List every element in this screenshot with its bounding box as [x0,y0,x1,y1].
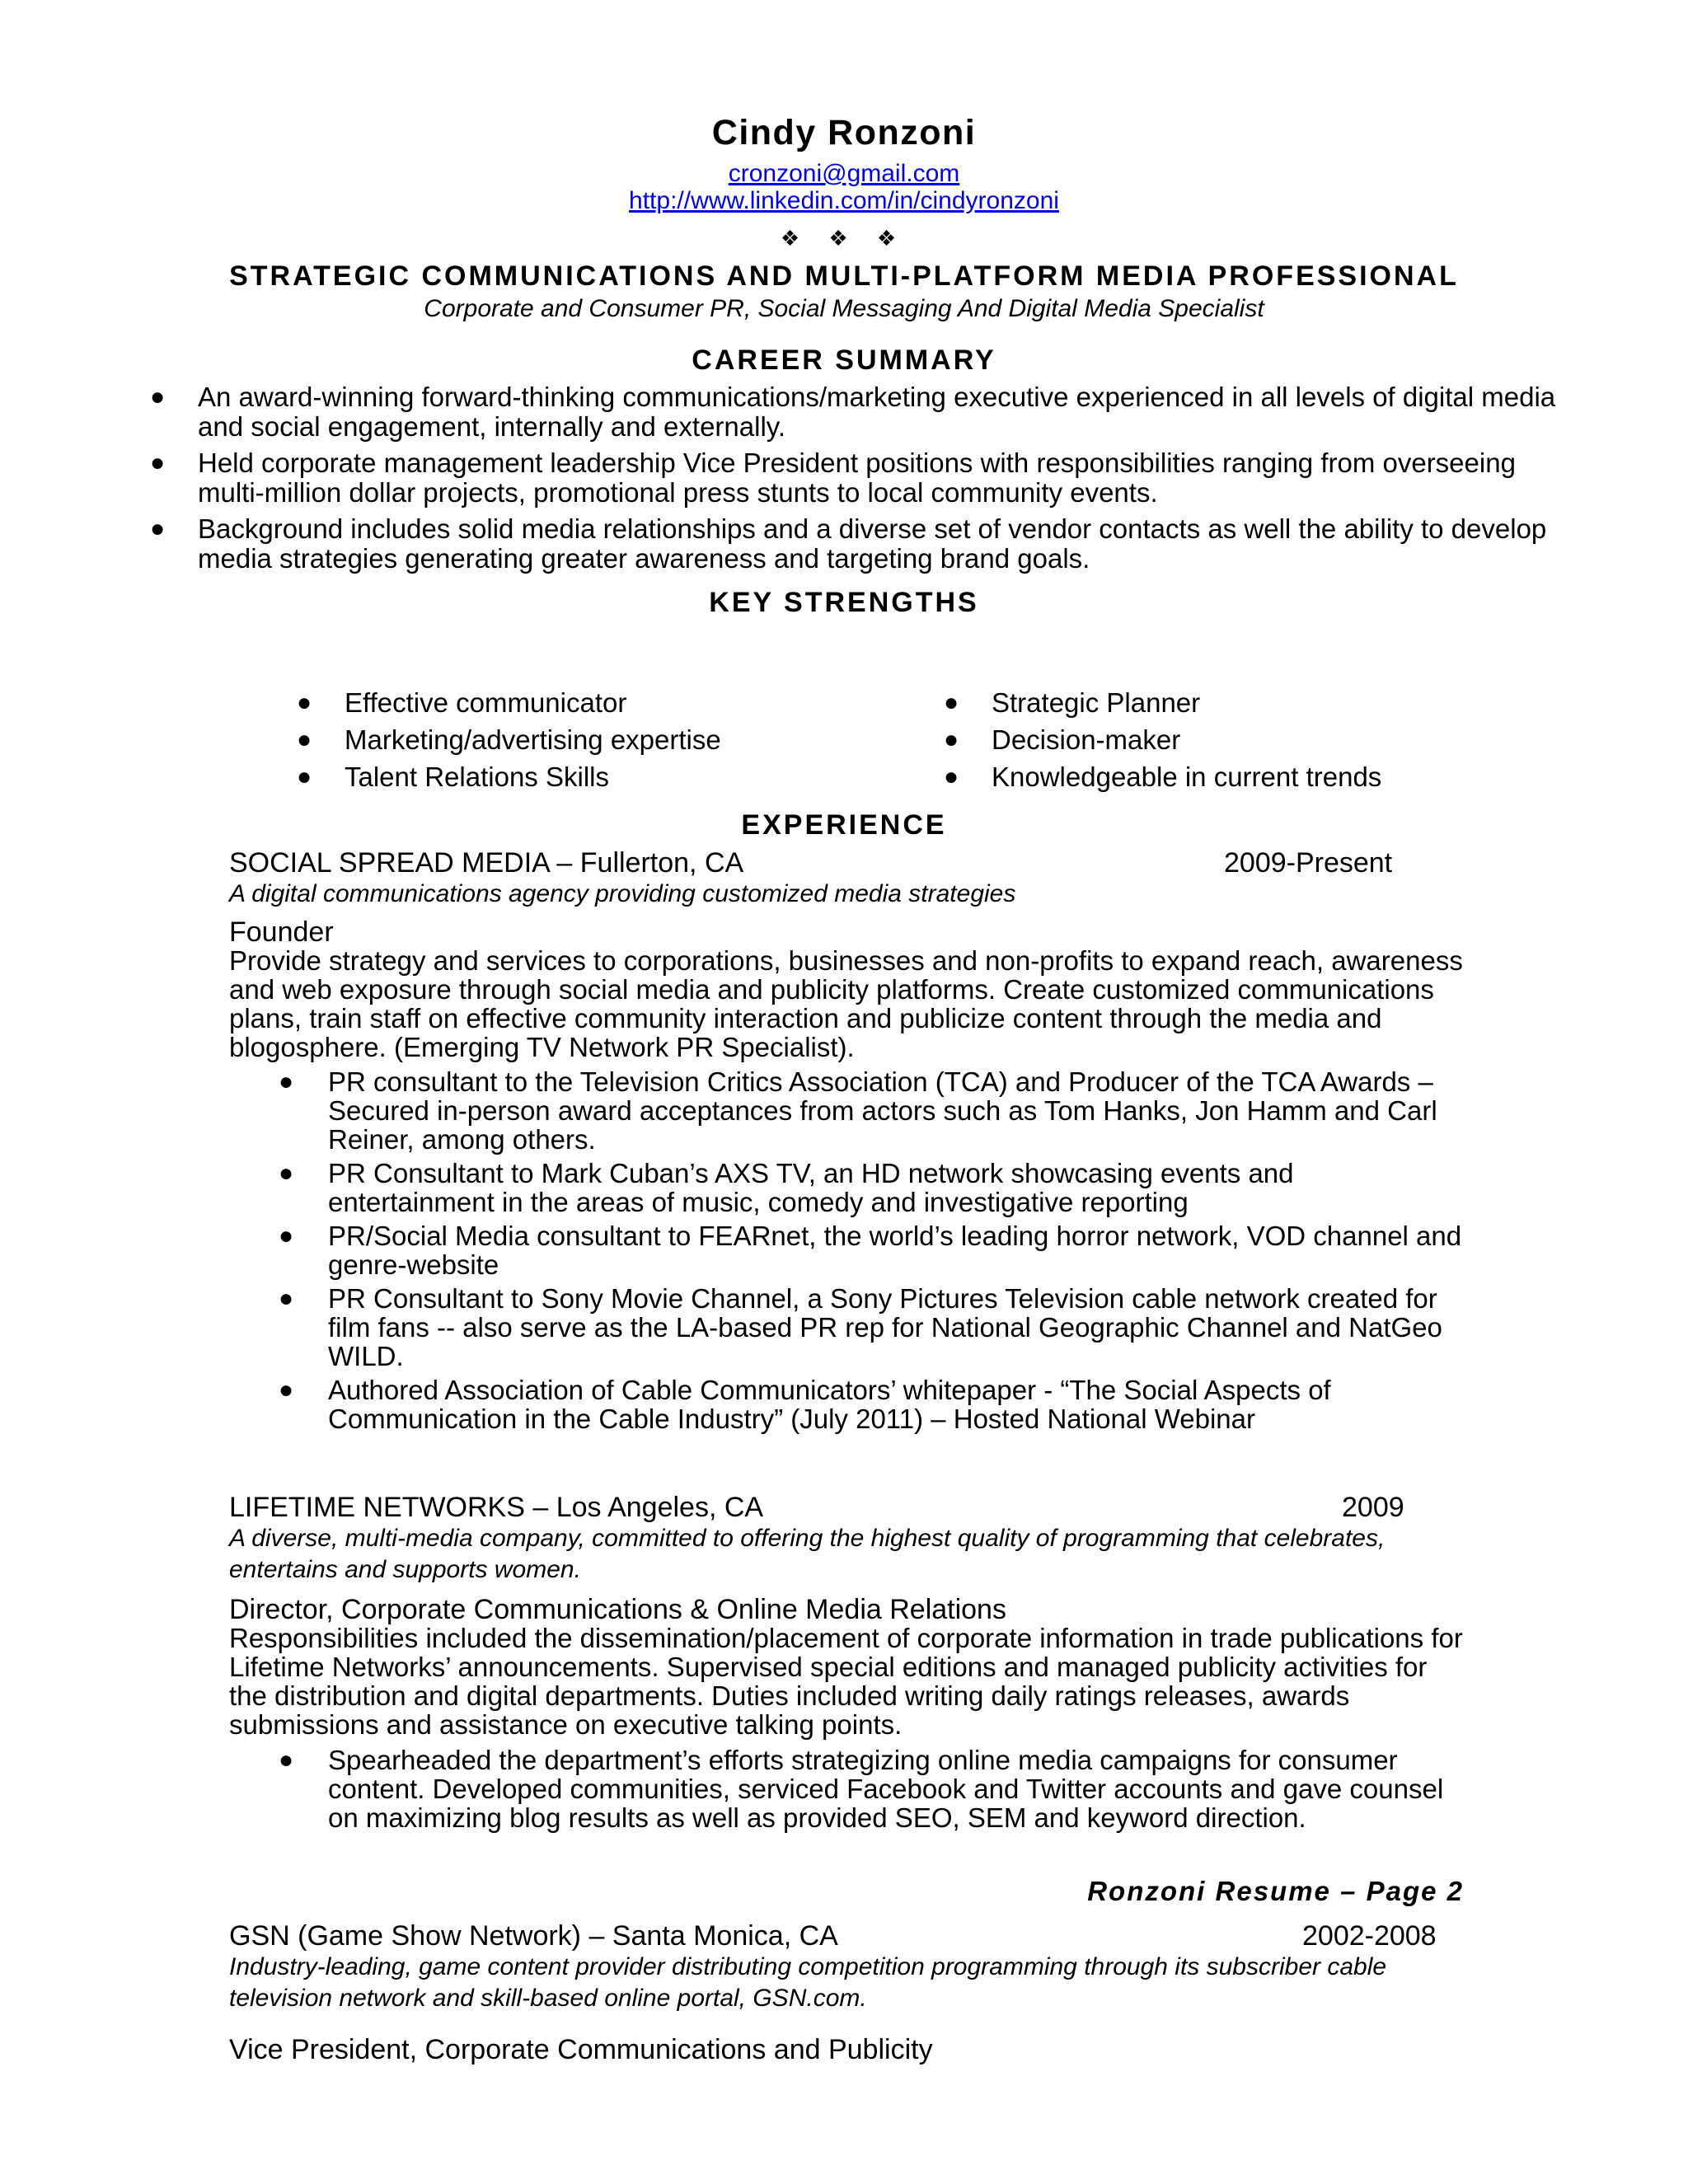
strength-text: Decision-maker [992,724,1181,755]
list-item [944,762,1521,792]
job-dates: 2009-Present [1224,847,1393,879]
bullet-icon: ● [279,1160,294,1187]
section-title-experience: EXPERIENCE [741,809,947,841]
career-summary-list [150,382,1568,580]
bullet-text: PR/Social Media consultant to FEARnet, the world’s leading horror network, VOD channel and genre-website [328,1221,1462,1280]
list-item [297,725,874,755]
bullet-icon: ● [944,689,959,716]
list-item [150,382,1568,442]
list-item [297,688,874,718]
key-strengths-left-list [297,688,874,799]
section-title-key-strengths: KEY STRENGTHS [709,587,979,618]
job-bullets [279,1067,1465,1438]
list-item [150,514,1568,574]
job-bullets [279,1746,1465,1837]
job-company: SOCIAL SPREAD MEDIA – Fullerton, CA [229,847,744,879]
email-link[interactable]: cronzoni@gmail.com [728,160,960,187]
summary-text: An award-winning forward-thinking communications/marketing executive experienced in all levels of digital media and social engagement, internally and externally. [198,382,1556,442]
bullet-icon: ● [279,1285,294,1312]
strength-text: Knowledgeable in current trends [992,762,1382,792]
section-title-career-summary: CAREER SUMMARY [692,344,996,376]
bullet-icon: ● [279,1222,294,1249]
job-company: LIFETIME NETWORKS – Los Angeles, CA [229,1492,764,1523]
job-description: A diverse, multi-media company, committed to offering the highest quality of programming that celebrates, entertains and supports women. [229,1525,1386,1583]
bullet-icon: ● [150,515,166,542]
bullet-icon: ● [297,689,312,716]
job-summary: Responsibilities included the dissemination/placement of corporate information in trade publications for Lifetime Networks’ announcements. Supervised special editions and managed publicity activities for the distribution and digital departments. Duties included writing daily ratings releases, awards submissions and assistance on executive talking points. [229,1623,1463,1740]
list-item [944,688,1521,718]
bullet-icon: ● [297,763,312,790]
list-item [279,1221,1465,1279]
job-summary: Provide strategy and services to corporations, businesses and non-profits to expand reach, awareness and web exposure through social media and publicity platforms. Create customized communications plans, train staff on effective community interaction and publicize content through the media and blogosphere. (Emerging TV Network PR Specialist). [229,945,1463,1062]
bullet-text: Spearheaded the department’s efforts strategizing online media campaigns for consumer content. Developed communities, serviced Facebook and Twitter accounts and gave counsel on maximizing blog results as well as provided SEO, SEM and keyword direction. [328,1745,1444,1833]
key-strengths-right-list [944,688,1521,799]
summary-text: Background includes solid media relationships and a diverse set of vendor contacts as well the ability to develop media strategies generating greater awareness and targeting brand goals. [198,513,1547,574]
bullet-icon: ● [279,1068,294,1095]
bullet-icon: ● [279,1746,294,1774]
bullet-icon: ● [297,726,312,753]
summary-text: Held corporate management leadership Vice President positions with responsibilities ranging from overseeing multi-million dollar projects, promotional press stunts to local community events. [198,448,1516,508]
list-item [150,448,1568,508]
list-item [279,1376,1465,1433]
bullet-text: PR consultant to the Television Critics Association (TCA) and Producer of the TCA Awards – Secured in-person award acceptances from actors such as Tom Hanks, Jon Hamm and Carl Reiner, among others. [328,1066,1437,1155]
ornament-divider-icon: ❖ ❖ ❖ [780,226,908,251]
job-dates: 2002-2008 [1302,1920,1437,1952]
bullet-text: Authored Association of Cable Communicators’ whitepaper - “The Social Aspects of Communication in the Cable Industry” (July 2011) – Hosted National Webinar [328,1375,1331,1434]
job-description: A digital communications agency providing customized media strategies [229,880,1016,907]
bullet-icon: ● [150,449,166,476]
job-role: Vice President, Corporate Communications and Publicity [229,2034,933,2065]
strength-text: Strategic Planner [992,687,1201,718]
job-role: Director, Corporate Communications & Online Media Relations [229,1594,1006,1625]
list-item [297,762,874,792]
bullet-text: PR Consultant to Mark Cuban’s AXS TV, an HD network showcasing events and entertainment in the areas of music, comedy and investigative reporting [328,1158,1294,1217]
job-role: Founder [229,916,334,948]
candidate-name: Cindy Ronzoni [711,113,977,152]
professional-subheadline: Corporate and Consumer PR, Social Messaging And Digital Media Specialist [424,295,1264,322]
strength-text: Marketing/advertising expertise [345,724,721,755]
list-item [279,1284,1465,1371]
bullet-text: PR Consultant to Sony Movie Channel, a Sony Pictures Television cable network created for film fans -- also serve as the LA-based PR rep for National Geographic Channel and NatGeo WILD. [328,1283,1442,1371]
strength-text: Effective communicator [345,687,627,718]
bullet-icon: ● [150,383,166,410]
strength-text: Talent Relations Skills [345,762,609,792]
professional-headline: STRATEGIC COMMUNICATIONS AND MULTI-PLATFORM MEDIA PROFESSIONAL [229,260,1459,292]
page-label: Ronzoni Resume – Page 2 [1087,1876,1464,1906]
linkedin-link[interactable]: http://www.linkedin.com/in/cindyronzoni [629,187,1059,214]
job-company: GSN (Game Show Network) – Santa Monica, CA [229,1920,838,1952]
list-item [279,1067,1465,1154]
job-description: Industry-leading, game content provider distributing competition programming through its subscriber cable television network and skill-based online portal, GSN.com. [229,1953,1387,2012]
list-item [944,725,1521,755]
job-dates: 2009 [1342,1492,1404,1523]
bullet-icon: ● [944,763,959,790]
bullet-icon: ● [279,1376,294,1404]
list-item [279,1159,1465,1216]
list-item [279,1746,1465,1832]
bullet-icon: ● [944,726,959,753]
